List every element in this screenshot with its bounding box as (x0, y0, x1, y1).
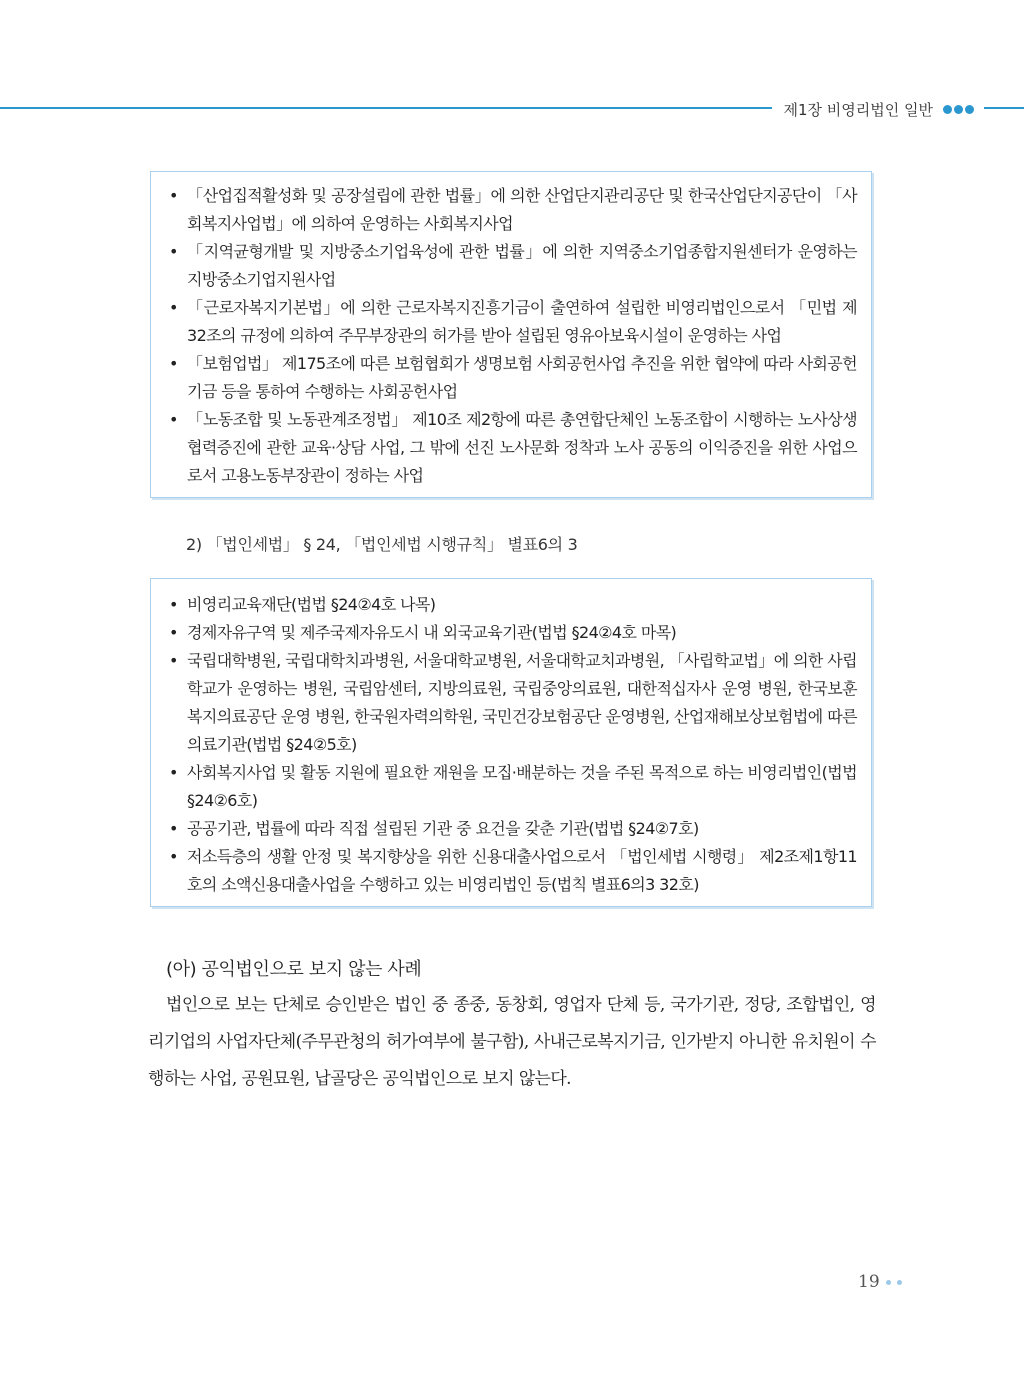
footer-dot-icon (886, 1280, 891, 1285)
list-item: • 경제자유구역 및 제주국제자유도시 내 외국교육기관(법법 §24②4호 마목) (165, 619, 857, 647)
header-dots-icon (941, 105, 974, 114)
info-box-2 (150, 578, 872, 907)
info-box-1 (150, 171, 872, 498)
list-item: • 비영리교육재단(법법 §24②4호 나목) (165, 591, 857, 619)
chapter-title: 제1장 비영리법인 일반 (783, 100, 933, 119)
list-item: • 「노동조합 및 노동관계조정법」 제10조 제2항에 따른 총연합단체인 노동조합이 시행하는 노사상생협력증진에 관한 교육·상담 사업, 그 밖에 선진 노사문화 정착과 노사 공동의 이익증진을 위한 사업으로서 고용노동부장관이 정하는 사업 (165, 406, 857, 490)
running-header (772, 96, 985, 122)
list-item: • 공공기관, 법률에 따라 직접 설립된 기관 중 요건을 갖춘 기관(법법 §24②7호) (165, 815, 857, 843)
list-item: • 저소득층의 생활 안정 및 복지향상을 위한 신용대출사업으로서 「법인세법 시행령」 제2조제1항11호의 소액신용대출사업을 수행하고 있는 비영리법인 등(법칙 별표6의3 32호) (165, 843, 857, 899)
section-title: (아) 공익법인으로 보지 않는 사례 (166, 959, 422, 980)
list-item: • 「근로자복지기본법」에 의한 근로자복지진흥기금이 출연하여 설립한 비영리법인으로서 「민법 제32조의 규정에 의하여 주무부장관의 허가를 받아 설립된 영유아보육시설이 운영하는 사업 (165, 294, 857, 350)
page-number: 19 (858, 1272, 880, 1292)
list-item: • 사회복지사업 및 활동 지원에 필요한 재원을 모집·배분하는 것을 주된 목적으로 하는 비영리법인(법법 §24②6호) (165, 759, 857, 815)
bullet-list-1 (165, 182, 857, 490)
list-item: • 국립대학병원, 국립대학치과병원, 서울대학교병원, 서울대학교치과병원, 「사립학교법」에 의한 사립학교가 운영하는 병원, 국립암센터, 지방의료원, 국립중앙의료원, 대한적십자사 운영 병원, 한국보훈복지의료공단 운영 병원, 한국원자력의학원, 국민건강보험공단 운영병원, 산업재해보상보험법에 따른 의료기관(법법 §24②5호) (165, 647, 857, 759)
footer-dot-icon (897, 1280, 902, 1285)
list-item: • 「산업집적활성화 및 공장설립에 관한 법률」에 의한 산업단지관리공단 및 한국산업단지공단이 「사회복지사업법」에 의하여 운영하는 사회복지사업 (165, 182, 857, 238)
list-item: • 「보험업법」 제175조에 따른 보험협회가 생명보험 사회공헌사업 추진을 위한 협약에 따라 사회공헌기금 등을 통하여 수행하는 사회공헌사업 (165, 350, 857, 406)
bullet-list-2 (165, 591, 857, 899)
page-footer (858, 1272, 902, 1292)
section-body: 법인으로 보는 단체로 승인받은 법인 중 종중, 동창회, 영업자 단체 등, 국가기관, 정당, 조합법인, 영리기업의 사업자단체(주무관청의 허가여부에 불구함), 사내근로복지기금, 인가받지 아니한 유치원이 수행하는 사업, 공원묘원, 납골당은 공익법인으로 보지 않는다. (148, 995, 876, 1089)
list-item: • 「지역균형개발 및 지방중소기업육성에 관한 법률」에 의한 지역중소기업종합지원센터가 운영하는 지방중소기업지원사업 (165, 238, 857, 294)
subheading: 2) 「법인세법」 § 24, 「법인세법 시행규칙」 별표6의 3 (186, 535, 578, 554)
